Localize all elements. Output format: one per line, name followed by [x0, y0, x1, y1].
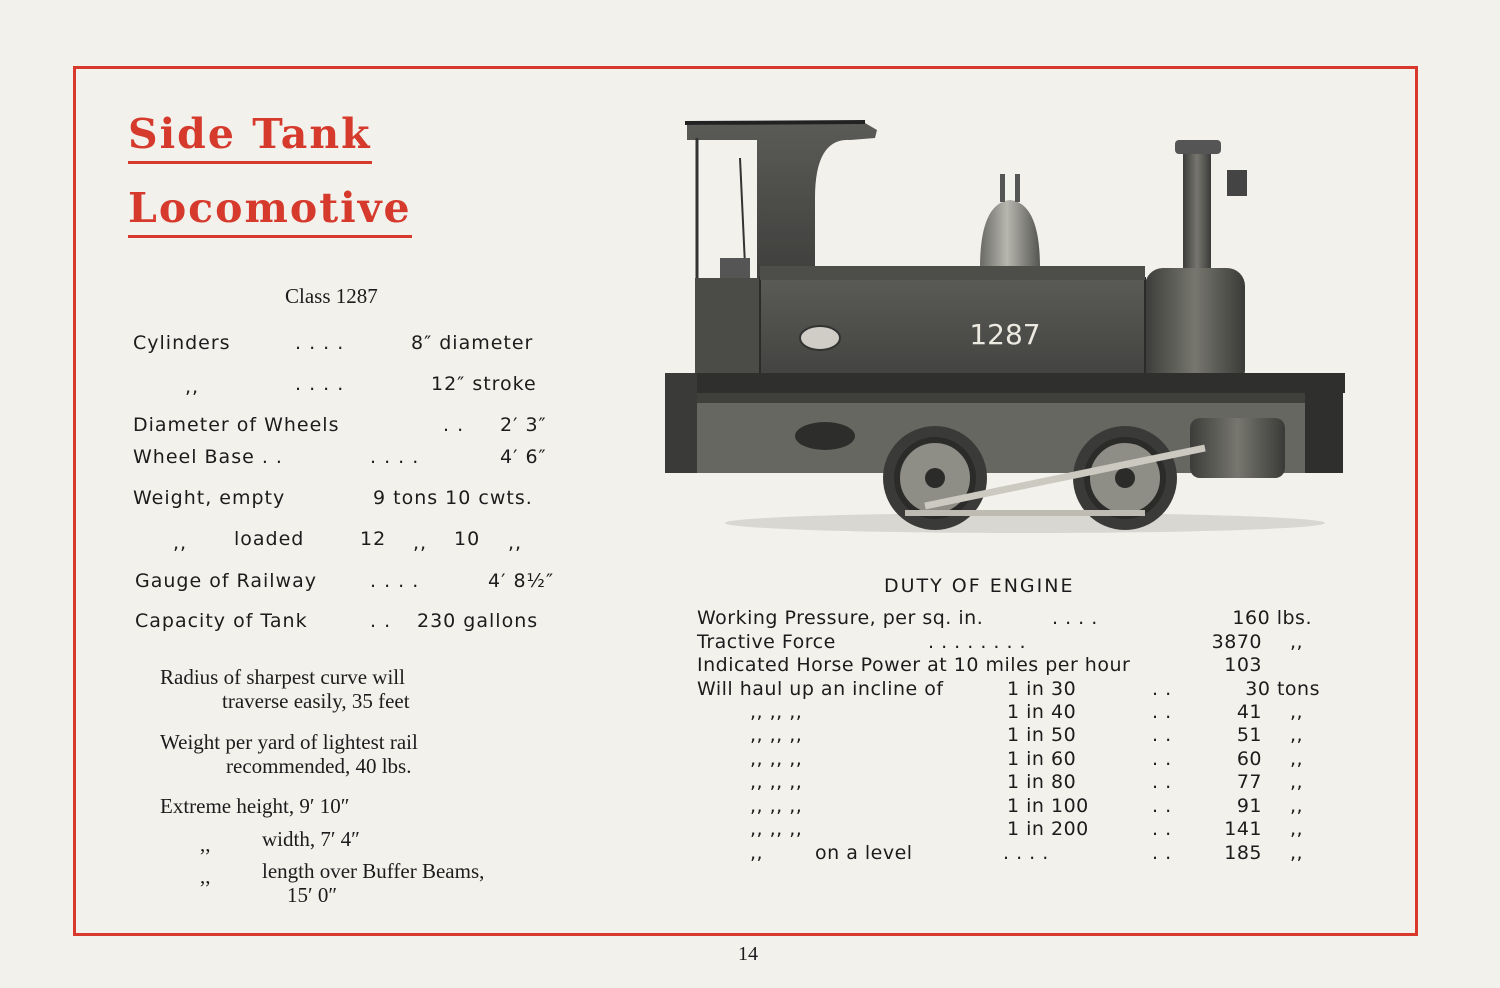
- spec-dots: . .: [370, 610, 392, 632]
- duty-dots: . .: [1152, 818, 1172, 840]
- note-length-line1: length over Buffer Beams,: [262, 859, 485, 883]
- ditto-mark: ,,: [508, 532, 523, 554]
- class-label: Class 1287: [285, 284, 378, 308]
- ditto-mark: ,,: [1290, 631, 1304, 653]
- ditto-mark: ,,: [1290, 701, 1304, 723]
- ditto-mark: ,,: [200, 832, 211, 856]
- duty-value: 77: [1236, 771, 1262, 793]
- duty-dots: . .: [1152, 795, 1172, 817]
- ditto-mark: ,,: [1290, 771, 1304, 793]
- spec-label: Wheel Base . .: [133, 446, 283, 468]
- note-radius-line1: Radius of sharpest curve will: [160, 665, 405, 689]
- duty-grade: 1 in 50: [1007, 724, 1077, 746]
- ditto-marks: ,, ,, ,,: [750, 701, 803, 723]
- page-title-line2: Locomotive: [128, 188, 412, 238]
- duty-value: 141: [1224, 818, 1262, 840]
- duty-dots: . .: [1152, 701, 1172, 723]
- ditto-mark: ,,: [185, 376, 200, 398]
- note-rail-line1: Weight per yard of lightest rail: [160, 730, 418, 754]
- ditto-marks: ,, ,, ,,: [750, 771, 803, 793]
- ditto-marks: ,,: [750, 842, 764, 864]
- note-height: Extreme height, 9′ 10″: [160, 794, 350, 818]
- duty-label: Indicated Horse Power at 10 miles per hour: [697, 654, 1131, 676]
- locomotive-illustration: [665, 118, 1345, 538]
- duty-level-label: on a level: [815, 842, 913, 864]
- duty-value: 51: [1236, 724, 1262, 746]
- duty-label: Tractive Force: [697, 631, 836, 653]
- spec-label: Diameter of Wheels: [133, 414, 340, 436]
- duty-dots: . .: [1152, 748, 1172, 770]
- spec-dots: . . . .: [370, 570, 420, 592]
- spec-dots: . . . .: [295, 373, 345, 395]
- duty-value: 160 lbs.: [1232, 607, 1312, 629]
- page-number: 14: [738, 943, 758, 965]
- ditto-mark: ,,: [413, 532, 428, 554]
- spec-value: 9 tons 10 cwts.: [373, 487, 533, 509]
- duty-grade: 1 in 200: [1007, 818, 1089, 840]
- ditto-mark: ,,: [173, 532, 188, 554]
- locomotive-number: 1287: [969, 318, 1041, 351]
- duty-grade: 1 in 40: [1007, 701, 1077, 723]
- duty-value: 185: [1224, 842, 1262, 864]
- ditto-mark: ,,: [1290, 724, 1304, 746]
- note-rail-line2: recommended, 40 lbs.: [226, 754, 412, 778]
- note-width: width, 7′ 4″: [262, 827, 360, 851]
- duty-dots: . . . . . . . .: [928, 631, 1027, 653]
- spec-value: 4′ 8½″: [488, 570, 555, 592]
- duty-grade: 1 in 80: [1007, 771, 1077, 793]
- duty-dots: . .: [1152, 724, 1172, 746]
- spec-label: loaded: [234, 528, 305, 550]
- note-length-line2: 15′ 0″: [287, 883, 338, 907]
- page-title-line1: Side Tank: [128, 114, 372, 164]
- duty-value: 91: [1236, 795, 1262, 817]
- duty-grade: 1 in 60: [1007, 748, 1077, 770]
- spec-value: 2′ 3″: [500, 414, 547, 436]
- ditto-mark: ,,: [200, 864, 211, 888]
- spec-label: Capacity of Tank: [135, 610, 308, 632]
- spec-label: Cylinders: [133, 332, 231, 354]
- duty-heading: DUTY OF ENGINE: [884, 575, 1075, 597]
- duty-dots: . .: [1152, 678, 1172, 700]
- duty-dots: . .: [1152, 842, 1172, 864]
- duty-label: Will haul up an incline of: [697, 678, 944, 700]
- duty-grade: 1 in 30: [1007, 678, 1077, 700]
- duty-value: 30 tons: [1245, 678, 1320, 700]
- spec-value: 8″ diameter: [411, 332, 534, 354]
- ditto-marks: ,, ,, ,,: [750, 818, 803, 840]
- spec-value: 230 gallons: [417, 610, 539, 632]
- ditto-marks: ,, ,, ,,: [750, 795, 803, 817]
- ditto-mark: ,,: [1290, 748, 1304, 770]
- spec-label: Weight, empty: [133, 487, 286, 509]
- ditto-marks: ,, ,, ,,: [750, 724, 803, 746]
- duty-grade: . . . .: [1003, 842, 1049, 864]
- ditto-mark: ,,: [1290, 842, 1304, 864]
- duty-value: 60: [1236, 748, 1262, 770]
- duty-dots: . . . .: [1052, 607, 1098, 629]
- note-radius-line2: traverse easily, 35 feet: [222, 689, 410, 713]
- ditto-mark: ,,: [1290, 795, 1304, 817]
- spec-cwts: 10: [454, 528, 481, 550]
- duty-grade: 1 in 100: [1007, 795, 1089, 817]
- ditto-marks: ,, ,, ,,: [750, 748, 803, 770]
- spec-dots: . . . .: [295, 332, 345, 354]
- spec-dots: . .: [443, 414, 465, 436]
- duty-value: 103: [1224, 654, 1262, 676]
- duty-value: 3870: [1211, 631, 1262, 653]
- spec-dots: . . . .: [370, 446, 420, 468]
- duty-value: 41: [1236, 701, 1262, 723]
- ditto-mark: ,,: [1290, 818, 1304, 840]
- spec-label: Gauge of Railway: [135, 570, 317, 592]
- spec-value: 4′ 6″: [500, 446, 547, 468]
- duty-dots: . .: [1152, 771, 1172, 793]
- spec-value: 12″ stroke: [431, 373, 537, 395]
- duty-label: Working Pressure, per sq. in.: [697, 607, 984, 629]
- spec-tons: 12: [360, 528, 387, 550]
